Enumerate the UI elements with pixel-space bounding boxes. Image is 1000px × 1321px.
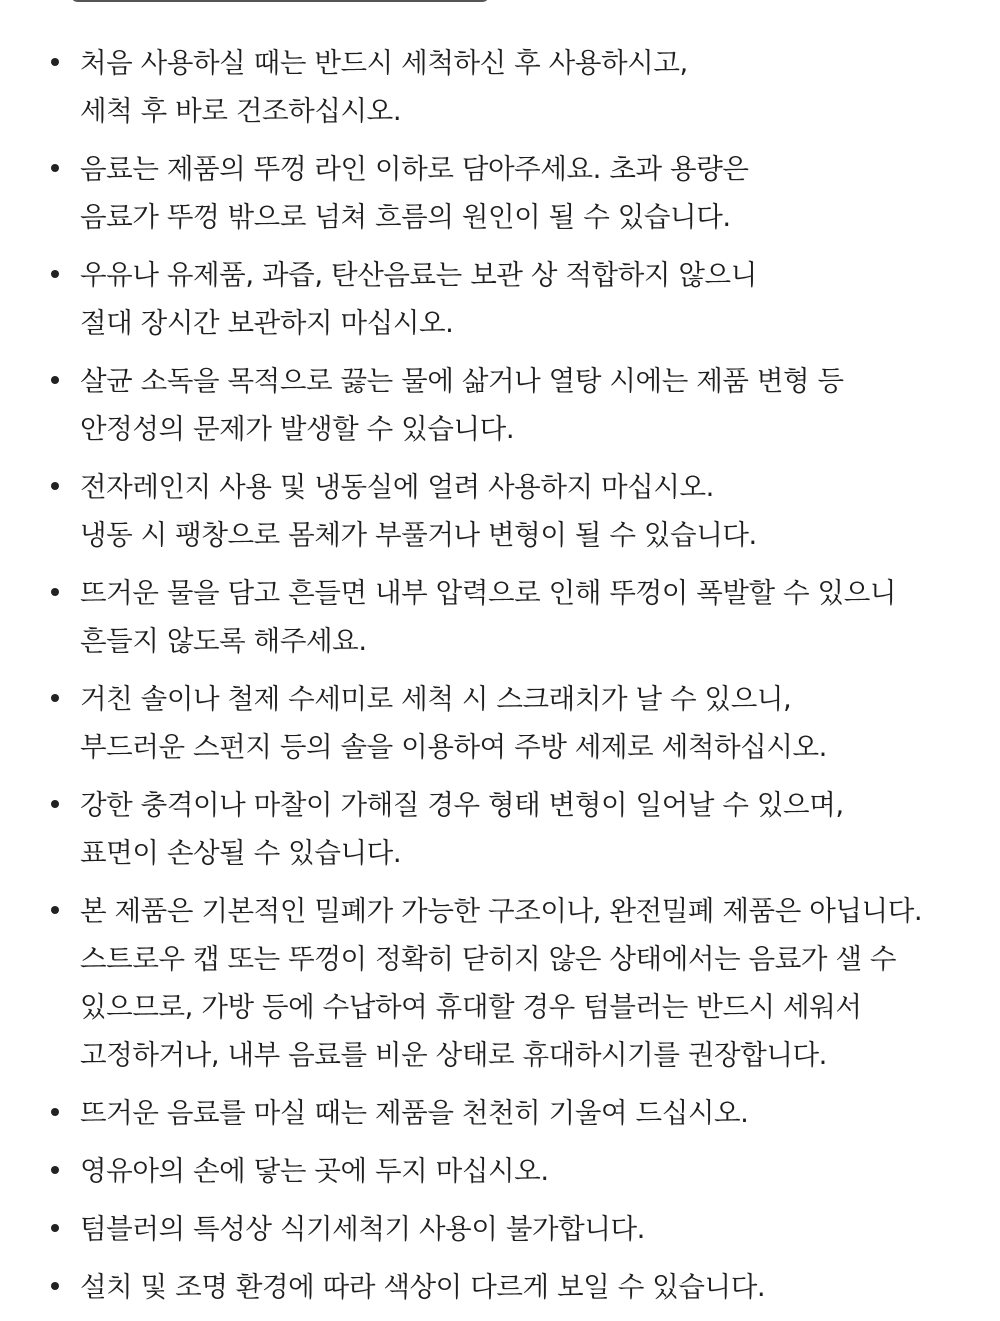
item-text-line: 부드러운 스펀지 등의 솔을 이용하여 주방 세제로 세척하십시오. (80, 731, 828, 763)
list-item (0, 463, 1000, 559)
list-item (0, 1205, 1000, 1253)
item-text-line: 텀블러의 특성상 식기세척기 사용이 불가합니다. (80, 1213, 646, 1245)
bullet-icon (51, 58, 59, 66)
item-text-line: 음료가 뚜껑 밖으로 넘쳐 흐름의 원인이 될 수 있습니다. (80, 201, 731, 233)
item-text-line: 설치 및 조명 환경에 따라 색상이 다르게 보일 수 있습니다. (80, 1271, 766, 1303)
list-item (0, 251, 1000, 347)
item-text-line: 살균 소독을 목적으로 끓는 물에 삶거나 열탕 시에는 제품 변형 등 (80, 365, 844, 397)
list-item (0, 569, 1000, 665)
bullet-icon (51, 694, 59, 702)
item-text-line: 영유아의 손에 닿는 곳에 두지 마십시오. (80, 1155, 549, 1187)
item-text-line: 강한 충격이나 마찰이 가해질 경우 형태 변형이 일어날 수 있으며, (80, 789, 844, 821)
bullet-icon (51, 1166, 59, 1174)
bullet-icon (51, 270, 59, 278)
item-text-line: 우유나 유제품, 과즙, 탄산음료는 보관 상 적합하지 않으니 (80, 259, 757, 291)
top-pill-outline (70, 0, 490, 2)
care-notice-list (0, 39, 1000, 1321)
item-text-line: 처음 사용하실 때는 반드시 세척하신 후 사용하시고, (80, 47, 688, 79)
list-item (0, 1147, 1000, 1195)
item-text-line: 냉동 시 팽창으로 몸체가 부풀거나 변형이 될 수 있습니다. (80, 519, 757, 551)
item-text-line: 있으므로, 가방 등에 수납하여 휴대할 경우 텀블러는 반드시 세워서 (80, 991, 862, 1023)
bullet-icon (51, 588, 59, 596)
bullet-icon (51, 482, 59, 490)
bullet-icon (51, 164, 59, 172)
item-text-line: 흔들지 않도록 해주세요. (80, 625, 367, 657)
item-text-line: 세척 후 바로 건조하십시오. (80, 95, 402, 127)
list-item (0, 1089, 1000, 1137)
bullet-icon (51, 1282, 59, 1290)
item-text-line: 본 제품은 기본적인 밀폐가 가능한 구조이나, 완전밀폐 제품은 아닙니다. (80, 895, 923, 927)
bullet-icon (51, 376, 59, 384)
list-item (0, 39, 1000, 135)
list-item (0, 145, 1000, 241)
item-text-line: 거친 솔이나 철제 수세미로 세척 시 스크래치가 날 수 있으니, (80, 683, 792, 715)
item-text-line: 스트로우 캡 또는 뚜껑이 정확히 닫히지 않은 상태에서는 음료가 샐 수 (80, 943, 897, 975)
list-item (0, 887, 1000, 1079)
item-text-line: 음료는 제품의 뚜껑 라인 이하로 담아주세요. 초과 용량은 (80, 153, 749, 185)
list-item (0, 781, 1000, 877)
item-text-line: 전자레인지 사용 및 냉동실에 얼려 사용하지 마십시오. (80, 471, 715, 503)
bullet-icon (51, 1224, 59, 1232)
item-text-line: 뜨거운 음료를 마실 때는 제품을 천천히 기울여 드십시오. (80, 1097, 749, 1129)
item-text-line: 안정성의 문제가 발생할 수 있습니다. (80, 413, 515, 445)
list-item (0, 357, 1000, 453)
bullet-icon (51, 906, 59, 914)
item-text-line: 고정하거나, 내부 음료를 비운 상태로 휴대하시기를 권장합니다. (80, 1039, 828, 1071)
list-item (0, 1263, 1000, 1311)
bullet-icon (51, 800, 59, 808)
list-item (0, 675, 1000, 771)
bullet-icon (51, 1108, 59, 1116)
item-text-line: 표면이 손상될 수 있습니다. (80, 837, 402, 869)
item-text-line: 뜨거운 물을 담고 흔들면 내부 압력으로 인해 뚜껑이 폭발할 수 있으니 (80, 577, 897, 609)
item-text-line: 절대 장시간 보관하지 마십시오. (80, 307, 454, 339)
